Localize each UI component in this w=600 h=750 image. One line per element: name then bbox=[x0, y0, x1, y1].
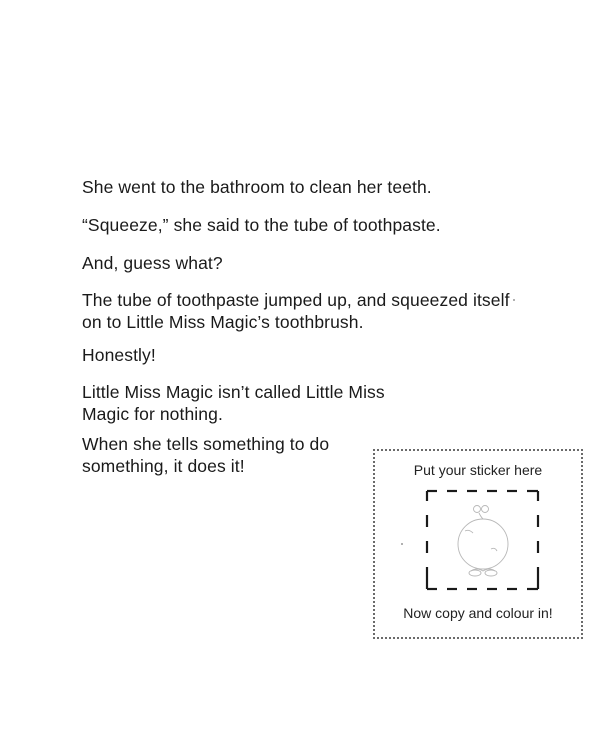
story-paragraph-2: “Squeeze,” she said to the tube of toothpaste. bbox=[82, 215, 441, 235]
little-miss-magic-outline-icon bbox=[425, 489, 540, 591]
story-paragraph-5: Honestly! bbox=[82, 345, 156, 365]
story-paragraph-4: The tube of toothpaste jumped up, and squeezed itself on to Little Miss Magic’s toothbrush. bbox=[82, 290, 510, 332]
paper-speck bbox=[401, 543, 403, 545]
story-paragraph-6: Little Miss Magic isn’t called Little Miss Magic for nothing. bbox=[82, 382, 385, 424]
colour-in-instruction: Now copy and colour in! bbox=[403, 605, 553, 621]
character-outline bbox=[458, 506, 508, 577]
sticker-instruction: Put your sticker here bbox=[413, 462, 543, 478]
sticker-placeholder bbox=[425, 489, 540, 591]
paper-speck bbox=[513, 299, 515, 301]
sticker-box bbox=[373, 449, 583, 639]
story-paragraph-1: She went to the bathroom to clean her teeth. bbox=[82, 177, 432, 197]
story-paragraph-3: And, guess what? bbox=[82, 253, 223, 273]
dashed-frame bbox=[427, 491, 538, 589]
story-paragraph-7: When she tells something to do something, it does it! bbox=[82, 434, 330, 476]
